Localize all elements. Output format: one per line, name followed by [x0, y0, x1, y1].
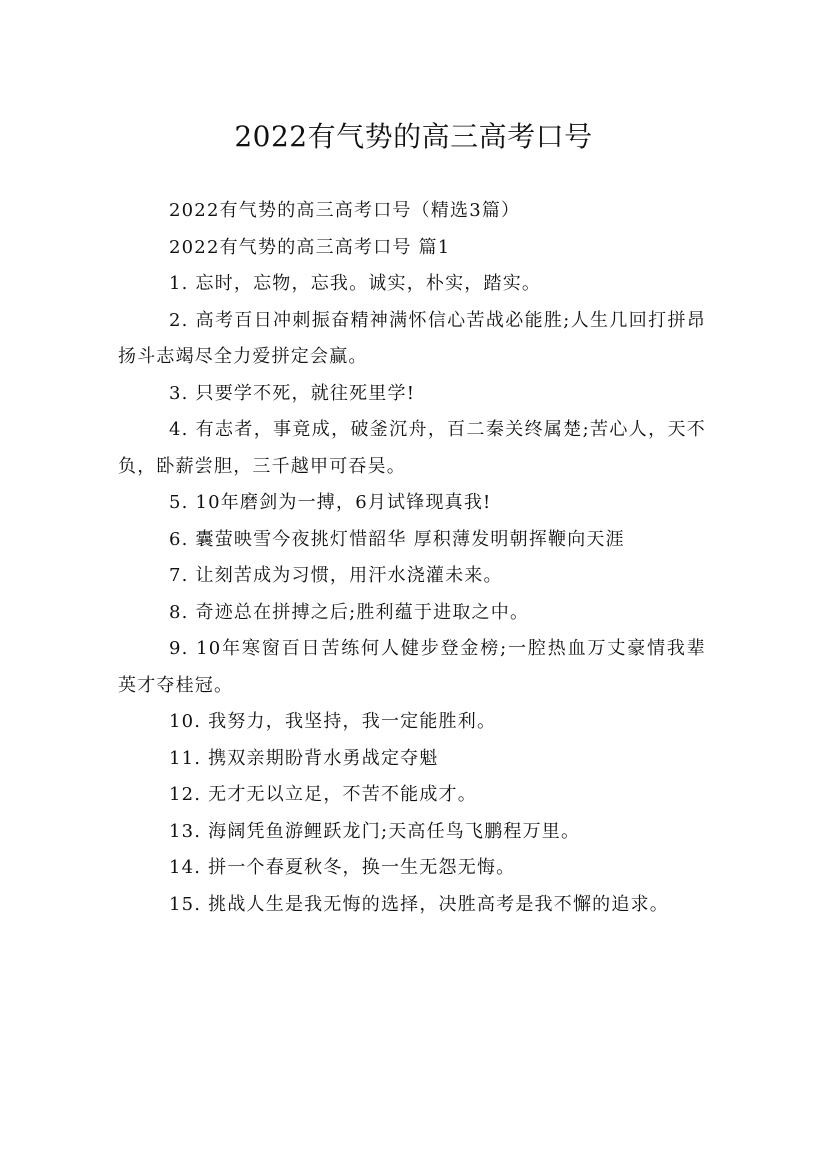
- slogan-item-10: 10. 我努力，我坚持，我一定能胜利。: [169, 711, 497, 732]
- document-body: [118, 193, 706, 923]
- slogan-item-8: 8. 奇迹总在拼搏之后;胜利蕴于进取之中。: [169, 601, 530, 623]
- slogan-item-12: 12. 无才无以立足，不苦不能成才。: [169, 784, 477, 805]
- slogan-item-4: 4. 有志者，事竟成，破釜沉舟，百二秦关终属楚;苦心人，天不负，卧薪尝胆，三千越甲可吞吴。: [118, 419, 706, 477]
- document-title: 2022有气势的高三高考口号: [234, 119, 593, 153]
- subtitle-line: 2022有气势的高三高考口号（精选3篇）: [169, 200, 521, 221]
- slogan-item-2: 2. 高考百日冲刺振奋精神满怀信心苦战必能胜;人生几回打拼昂扬斗志竭尽全力爱拼定会赢。: [118, 309, 706, 367]
- slogan-item-13: 13. 海阔凭鱼游鲤跃龙门;天高任鸟飞鹏程万里。: [169, 820, 581, 842]
- slogan-item-1: 1. 忘时，忘物，忘我。诚实，朴实，踏实。: [169, 273, 542, 294]
- slogan-item-15: 15. 挑战人生是我无悔的选择，决胜高考是我不懈的追求。: [169, 893, 669, 915]
- slogan-item-3: 3. 只要学不死，就往死里学!: [169, 382, 416, 404]
- slogan-item-5: 5. 10年磨剑为一搏，6月试锋现真我!: [169, 492, 492, 513]
- section-heading: 2022有气势的高三高考口号 篇1: [169, 236, 451, 258]
- slogan-item-6: 6. 囊萤映雪今夜挑灯惜韶华 厚积薄发明朝挥鞭向天涯: [169, 528, 625, 550]
- slogan-item-14: 14. 拼一个春夏秋冬，换一生无怨无悔。: [169, 857, 516, 878]
- slogan-item-11: 11. 携双亲期盼背水勇战定夺魁: [169, 747, 439, 769]
- slogan-item-9: 9. 10年寒窗百日苦练何人健步登金榜;一腔热血万丈豪情我辈英才夺桂冠。: [118, 638, 706, 696]
- slogan-item-7: 7. 让刻苦成为习惯，用汗水浇灌未来。: [169, 565, 503, 586]
